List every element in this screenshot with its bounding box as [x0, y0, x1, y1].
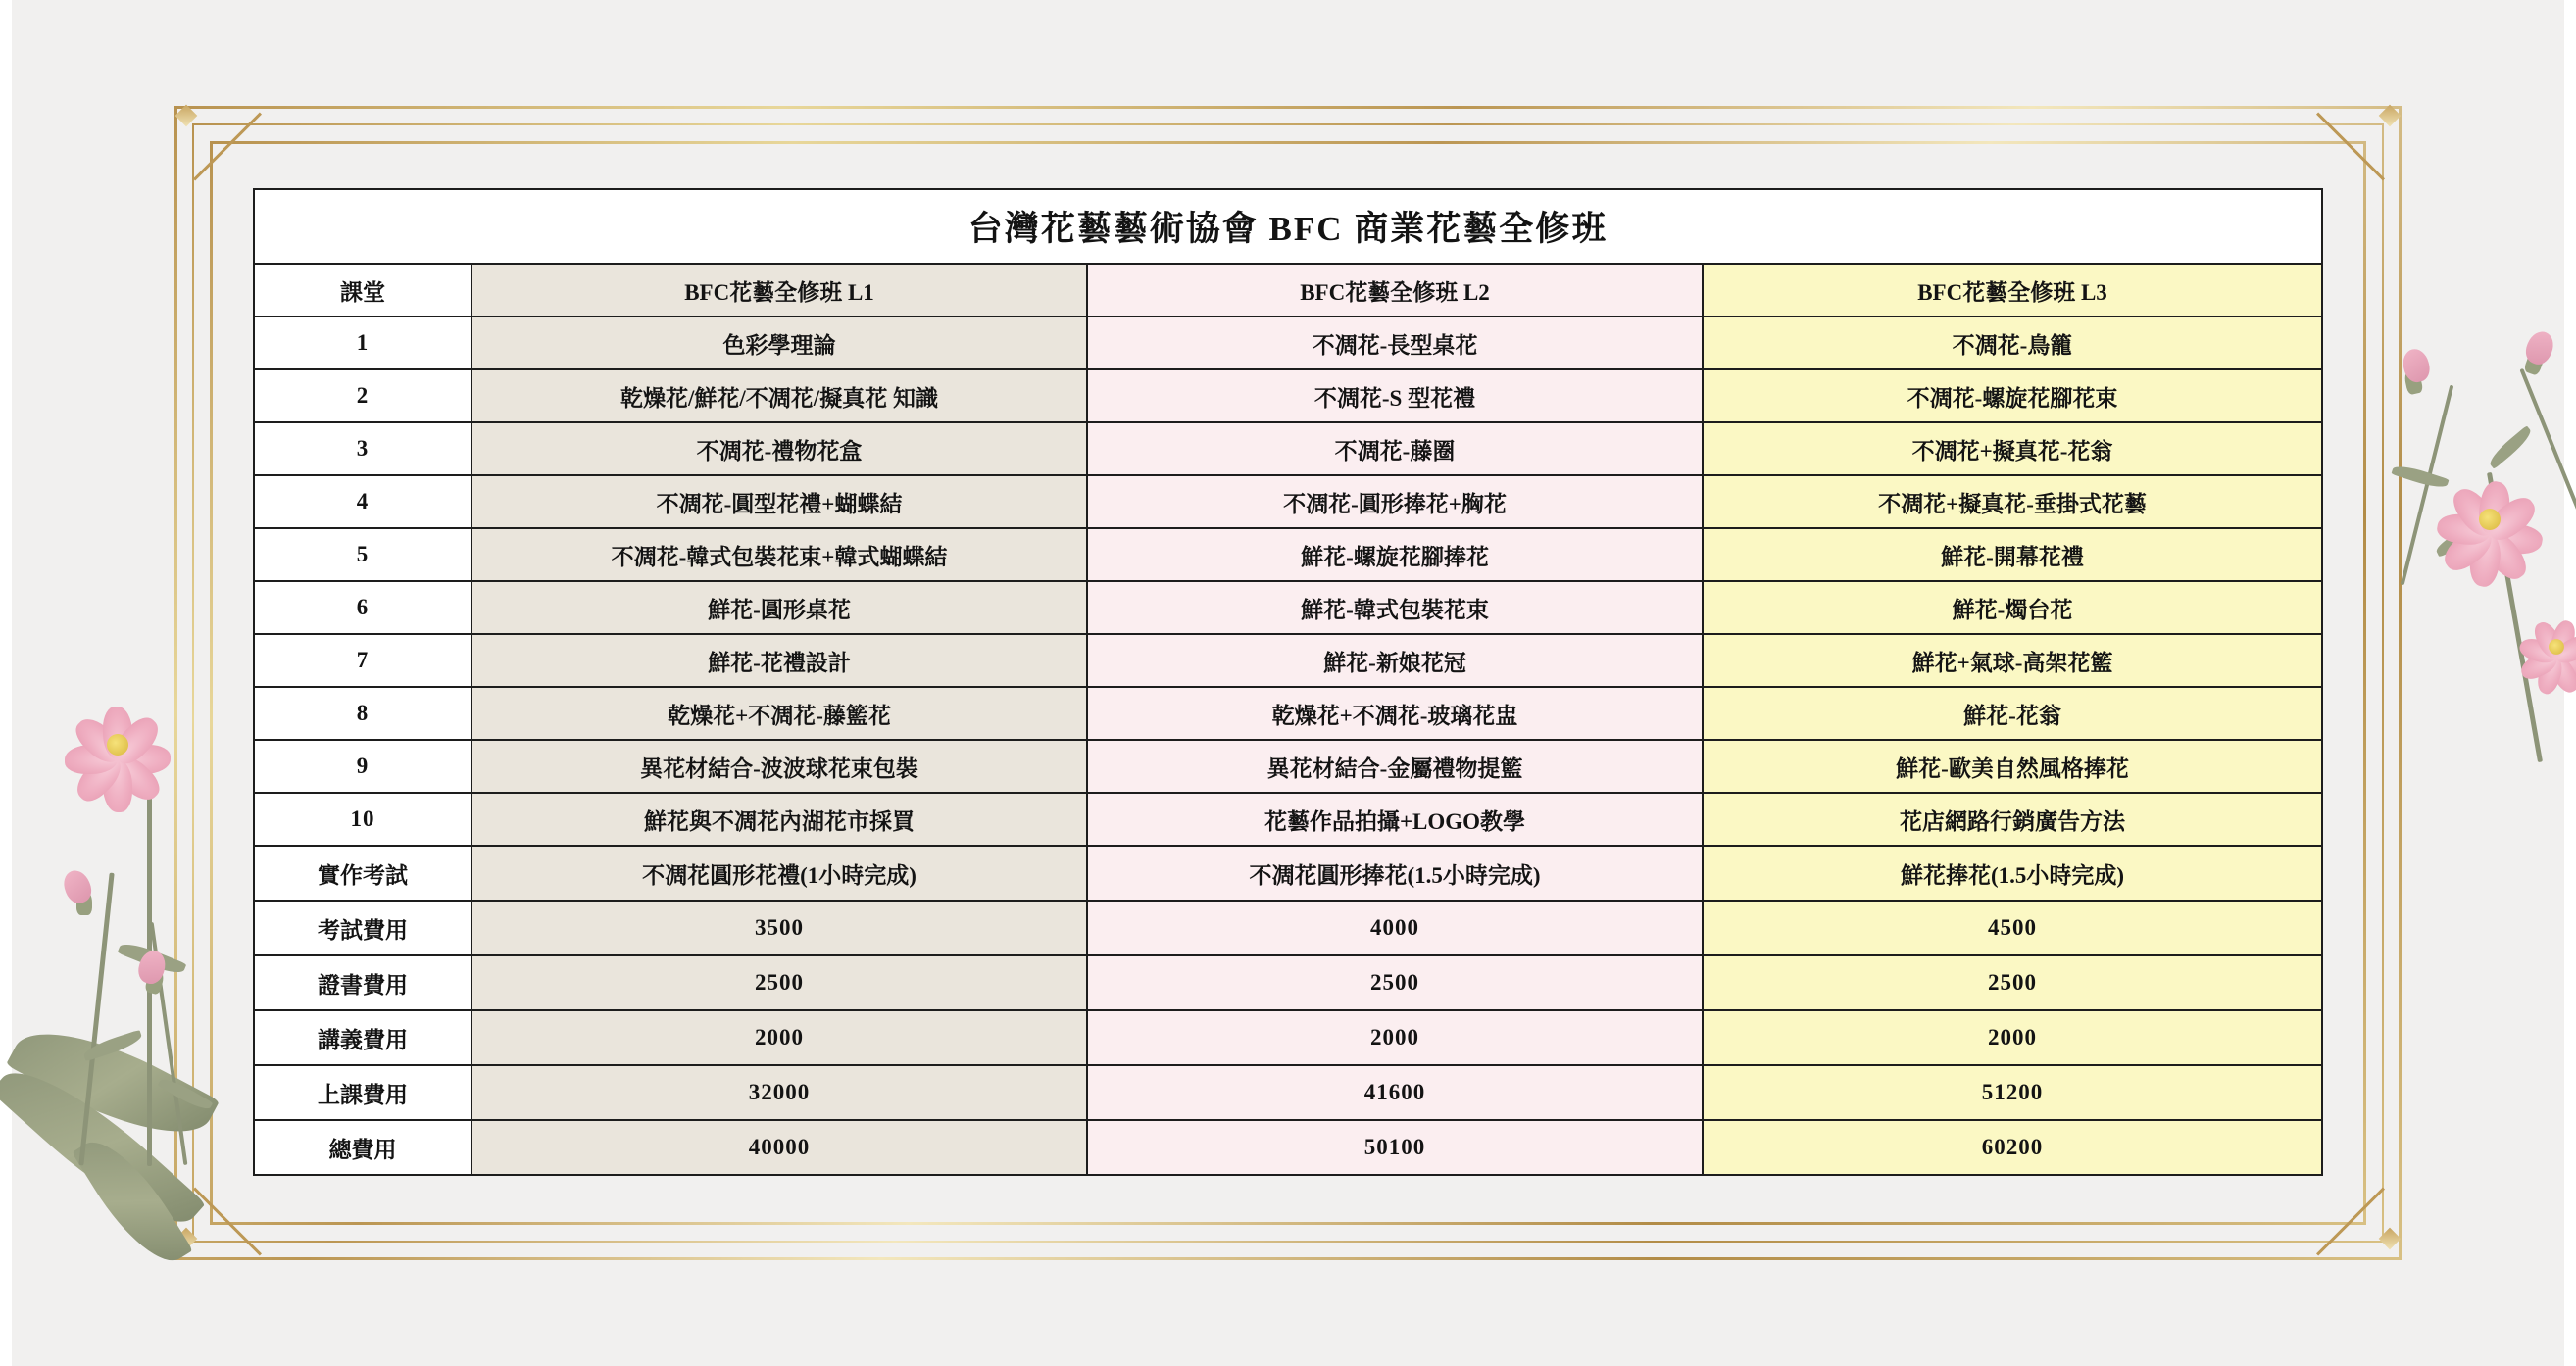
table-title-row: [254, 189, 2322, 264]
cell-l1: 乾燥花/鮮花/不凋花/擬真花 知識: [471, 369, 1087, 422]
row-label: 5: [254, 528, 471, 581]
cell-l3: 鮮花-花翁: [1703, 687, 2322, 740]
cell-l3: 不凋花+擬真花-垂掛式花藝: [1703, 475, 2322, 528]
table-row-fee: [254, 1065, 2322, 1120]
row-label: 8: [254, 687, 471, 740]
column-header-l3: BFC花藝全修班 L3: [1703, 264, 2322, 317]
table-row: [254, 317, 2322, 369]
cell-l2: 不凋花-長型桌花: [1087, 317, 1703, 369]
course-table-card: [253, 188, 2321, 1176]
cell-l3: 鮮花-燭台花: [1703, 581, 2322, 634]
right-edge-strip: [2564, 0, 2576, 1366]
cell-l2: 2000: [1087, 1010, 1703, 1065]
row-label: 總費用: [254, 1120, 471, 1175]
cell-l1: 乾燥花+不凋花-藤籃花: [471, 687, 1087, 740]
cell-l2: 不凋花圓形捧花(1.5小時完成): [1087, 846, 1703, 901]
cell-l3: 不凋花-鳥籠: [1703, 317, 2322, 369]
row-label: 3: [254, 422, 471, 475]
cell-l1: 鮮花-花禮設計: [471, 634, 1087, 687]
table-row: [254, 369, 2322, 422]
row-label: 9: [254, 740, 471, 793]
cell-l2: 鮮花-螺旋花腳捧花: [1087, 528, 1703, 581]
cell-l1: 異花材結合-波波球花束包裝: [471, 740, 1087, 793]
table-row: [254, 528, 2322, 581]
cell-l3: 鮮花+氣球-高架花籃: [1703, 634, 2322, 687]
row-label: 6: [254, 581, 471, 634]
row-label: 1: [254, 317, 471, 369]
row-label: 上課費用: [254, 1065, 471, 1120]
cell-l3: 鮮花-歐美自然風格捧花: [1703, 740, 2322, 793]
column-header-l1: BFC花藝全修班 L1: [471, 264, 1087, 317]
row-label: 4: [254, 475, 471, 528]
column-header-lesson: 課堂: [254, 264, 471, 317]
cell-l2: 花藝作品拍攝+LOGO教學: [1087, 793, 1703, 846]
frame-corner-bottom-right: [2319, 1180, 2392, 1252]
corner-diamond-bottom-right: [2379, 1228, 2402, 1250]
cell-l2: 鮮花-新娘花冠: [1087, 634, 1703, 687]
row-label: 7: [254, 634, 471, 687]
cell-l2: 鮮花-韓式包裝花束: [1087, 581, 1703, 634]
left-edge-strip: [0, 0, 12, 1366]
cell-l3: 2000: [1703, 1010, 2322, 1065]
cosmos-flower-icon-left: [0, 627, 294, 1366]
cell-l2: 不凋花-藤圈: [1087, 422, 1703, 475]
table-row-total: [254, 1120, 2322, 1175]
cell-l1: 鮮花與不凋花內湖花市採買: [471, 793, 1087, 846]
cell-l3: 鮮花-開幕花禮: [1703, 528, 2322, 581]
cell-l3: 4500: [1703, 901, 2322, 955]
cell-l1: 32000: [471, 1065, 1087, 1120]
cell-l3: 51200: [1703, 1065, 2322, 1120]
column-header-l2: BFC花藝全修班 L2: [1087, 264, 1703, 317]
cell-l2: 50100: [1087, 1120, 1703, 1175]
cell-l1: 不凋花-禮物花盒: [471, 422, 1087, 475]
frame-corner-top-right: [2319, 116, 2392, 188]
table-row-fee: [254, 1010, 2322, 1065]
frame-corner-bottom-left: [186, 1180, 259, 1252]
cell-l1: 鮮花-圓形桌花: [471, 581, 1087, 634]
corner-diamond-top-right: [2379, 105, 2402, 127]
corner-diamond-top-left: [175, 105, 198, 127]
table-row: [254, 581, 2322, 634]
table-row: [254, 475, 2322, 528]
cell-l1: 40000: [471, 1120, 1087, 1175]
cell-l3: 花店網路行銷廣告方法: [1703, 793, 2322, 846]
table-row: [254, 740, 2322, 793]
cell-l3: 不凋花+擬真花-花翁: [1703, 422, 2322, 475]
table-row: [254, 422, 2322, 475]
table-row: [254, 634, 2322, 687]
table-row: [254, 687, 2322, 740]
cell-l3: 鮮花捧花(1.5小時完成): [1703, 846, 2322, 901]
row-label: 講義費用: [254, 1010, 471, 1065]
cell-l1: 不凋花-圓型花禮+蝴蝶結: [471, 475, 1087, 528]
page-title: 台灣花藝藝術協會 BFC 商業花藝全修班: [254, 189, 2322, 264]
row-label: 實作考試: [254, 846, 471, 901]
row-label: 10: [254, 793, 471, 846]
table-row: [254, 793, 2322, 846]
cell-l2: 不凋花-圓形捧花+胸花: [1087, 475, 1703, 528]
cell-l1: 3500: [471, 901, 1087, 955]
frame-corner-top-left: [186, 116, 259, 188]
table-header-row: [254, 264, 2322, 317]
cell-l2: 41600: [1087, 1065, 1703, 1120]
cell-l2: 異花材結合-金屬禮物提籃: [1087, 740, 1703, 793]
cell-l1: 2500: [471, 955, 1087, 1010]
row-label: 考試費用: [254, 901, 471, 955]
cell-l3: 2500: [1703, 955, 2322, 1010]
cell-l2: 不凋花-S 型花禮: [1087, 369, 1703, 422]
row-label: 2: [254, 369, 471, 422]
table-row-practical-exam: [254, 846, 2322, 901]
table-row-fee: [254, 955, 2322, 1010]
cell-l2: 乾燥花+不凋花-玻璃花盅: [1087, 687, 1703, 740]
cell-l3: 不凋花-螺旋花腳花束: [1703, 369, 2322, 422]
cell-l3: 60200: [1703, 1120, 2322, 1175]
table-row-fee: [254, 901, 2322, 955]
corner-diamond-bottom-left: [175, 1228, 198, 1250]
cell-l1: 2000: [471, 1010, 1087, 1065]
cell-l1: 不凋花-韓式包裝花束+韓式蝴蝶結: [471, 528, 1087, 581]
cell-l2: 4000: [1087, 901, 1703, 955]
cell-l2: 2500: [1087, 955, 1703, 1010]
cell-l1: 色彩學理論: [471, 317, 1087, 369]
cell-l1: 不凋花圓形花禮(1小時完成): [471, 846, 1087, 901]
row-label: 證書費用: [254, 955, 471, 1010]
course-table: [253, 188, 2323, 1176]
